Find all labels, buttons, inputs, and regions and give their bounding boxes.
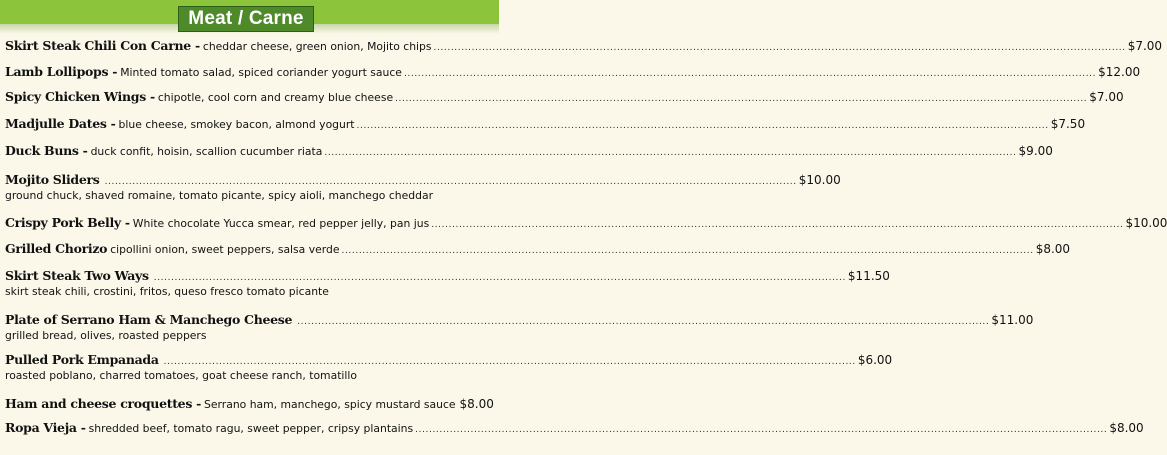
dot-leader: ........................................................................................................................................................................................................ [104,177,797,187]
menu-item [5,38,1163,55]
item-description: chipotle, cool corn and creamy blue cheese [157,91,394,104]
menu-item [5,420,1144,437]
item-name: Grilled Chorizo [5,241,108,256]
menu-item-row [5,116,1086,134]
menu-item-row [5,38,1163,56]
item-price: $6.00 [857,353,893,367]
section-title: Meat / Carne [178,6,314,32]
menu-item [5,352,893,382]
item-price: $8.00 [459,397,494,411]
dot-leader: ........................................................................................................................................................................................................ [341,246,1034,256]
item-price: $7.50 [1050,117,1086,131]
item-name: Pulled Pork Empanada [5,352,159,367]
item-description: duck confit, hoisin, scallion cucumber riata [90,145,323,158]
menu-item-row [5,143,1053,161]
item-price: $7.00 [1127,39,1163,53]
item-price: $7.00 [1089,90,1124,104]
menu-item [5,89,1124,106]
menu-item-row [5,215,1167,233]
item-description: White chocolate Yucca smear, red pepper jelly, pan jus [132,217,430,230]
item-price: $12.00 [1098,65,1141,79]
menu-item-row [5,268,890,286]
item-name: Lamb Lollipops - [5,64,118,79]
item-price: $8.00 [1035,242,1071,256]
dot-leader: ........................................................................................................................................................................................................ [153,273,846,283]
menu-item-row [5,172,841,190]
item-subdescription: grilled bread, olives, roasted peppers [5,329,207,342]
item-price: $9.00 [1018,144,1053,158]
item-description: cheddar cheese, green onion, Mojito chips [202,40,432,53]
menu-item [5,172,841,202]
menu-item [5,215,1167,232]
item-subdescription: ground chuck, shaved romaine, tomato picante, spicy aioli, manchego cheddar [5,189,434,202]
item-price: $10.00 [798,173,841,187]
item-description: Minted tomato salad, spiced coriander yogurt sauce [120,66,402,79]
dot-leader: ........................................................................................................................................................................................................ [433,43,1126,53]
menu-item-row [5,396,494,414]
menu-item [5,241,1071,258]
item-subdescription: skirt steak chili, crostini, fritos, queso fresco tomato picante [5,285,329,298]
dot-leader: ........................................................................................................................................................................................................ [395,94,1088,104]
menu-item [5,143,1053,160]
item-name: Duck Buns - [5,143,88,158]
dot-leader: ........................................................................................................................................................................................................ [356,121,1049,131]
menu-item-row [5,352,893,370]
item-name: Skirt Steak Chili Con Carne - [5,38,200,53]
menu-item [5,268,890,298]
menu-item [5,396,494,413]
dot-leader: ........................................................................................................................................................................................................ [163,357,856,367]
item-description: shredded beef, tomato ragu, sweet pepper, cripsy plantains [88,422,414,435]
item-price: $11.00 [991,313,1034,327]
item-name: Ropa Vieja - [5,420,86,435]
item-name: Skirt Steak Two Ways [5,268,149,283]
item-name: Madjulle Dates - [5,116,116,131]
menu-item-row [5,89,1124,107]
item-description: Serrano ham, manchego, spicy mustard sauce [204,398,456,411]
menu-item-row [5,241,1071,259]
item-subdescription: roasted poblano, charred tomatoes, goat cheese ranch, tomatillo [5,369,358,382]
menu-item-row [5,420,1144,438]
item-name: Spicy Chicken Wings - [5,89,155,104]
menu-item-row [5,312,1034,330]
dot-leader: ........................................................................................................................................................................................................ [431,220,1124,230]
item-price: $11.50 [847,269,890,283]
menu-item-row [5,64,1141,82]
menu-item [5,64,1141,81]
item-name: Mojito Sliders [5,172,100,187]
item-price: $8.00 [1109,421,1144,435]
item-price: $10.00 [1125,216,1167,230]
item-name: Crispy Pork Belly - [5,215,130,230]
menu-item [5,312,1034,342]
item-name: Ham and cheese croquettes - [5,396,202,411]
dot-leader: ........................................................................................................................................................................................................ [415,425,1108,435]
dot-leader: ........................................................................................................................................................................................................ [324,148,1017,158]
item-name: Plate of Serrano Ham & Manchego Cheese [5,312,293,327]
item-description: blue cheese, smokey bacon, almond yogurt [118,118,355,131]
dot-leader: ........................................................................................................................................................................................................ [297,317,990,327]
dot-leader: ........................................................................................................................................................................................................ [403,69,1097,79]
item-description: cipollini onion, sweet peppers, salsa verde [110,243,340,256]
menu-item [5,116,1086,133]
